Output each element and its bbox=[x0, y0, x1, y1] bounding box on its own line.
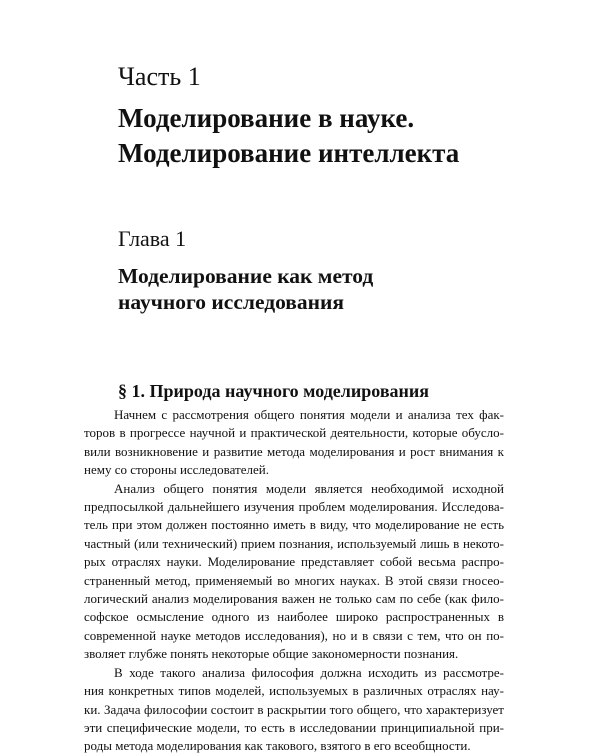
part-title-line: Моделирование в науке. bbox=[118, 103, 415, 133]
text-line: В ходе такого анализа философия должна исходить из рассмотре- bbox=[114, 664, 504, 680]
text-line: логический анализ моделирования важен не только сам по себе (как фило- bbox=[84, 591, 504, 607]
text-line: торов в прогрессе научной и практической деятельности, которые обусло- bbox=[84, 425, 504, 441]
chapter-title-line: научного исследования bbox=[118, 290, 345, 314]
paragraph bbox=[84, 406, 504, 480]
chapter-title bbox=[118, 263, 373, 315]
text-line: Начнем с рассмотрения общего понятия модели и анализа тех фак- bbox=[114, 407, 504, 422]
text-line: вили возникновение и развитие метода моделирования и рост внимания к bbox=[84, 443, 504, 459]
body-text bbox=[84, 406, 504, 756]
text-line: тель при этом должен постоянно иметь в виду, что моделирование не есть bbox=[84, 517, 504, 533]
text-line: страненный метод, применяемый во многих науках. В этой связи гносео- bbox=[84, 572, 504, 588]
text-line: софское осмысление одного из наиболее широко распространенных в bbox=[84, 609, 504, 625]
text-line: роды метода моделирования как такового, взятого в его всеобщности. bbox=[84, 738, 471, 754]
text-line: нему со стороны исследователей. bbox=[84, 462, 269, 478]
text-line: эти специфические модели, то есть в исследовании принципиальной при- bbox=[84, 719, 504, 735]
section-title: § 1. Природа научного моделирования bbox=[118, 381, 430, 401]
text-line: ки. Задача философии состоит в раскрытии того общего, что характеризует bbox=[84, 701, 504, 717]
text-line: рых отраслях науки. Моделирование представляет собой весьма распро- bbox=[84, 554, 504, 570]
text-line: Анализ общего понятия модели является необходимой исходной bbox=[114, 480, 504, 496]
text-line: современной науке методов исследования), но и в связи с тем, что он по- bbox=[84, 627, 504, 643]
text-line: ния конкретных типов моделей, используемых в различных отраслях нау- bbox=[84, 683, 504, 699]
chapter-label: Глава 1 bbox=[118, 226, 187, 251]
part-label: Часть 1 bbox=[118, 62, 201, 91]
text-line: предпосылкой дальнейшего изучения проблем моделирования. Исследова- bbox=[84, 499, 504, 515]
part-title bbox=[118, 101, 459, 171]
text-line: частный (или технический) прием познания, используемый лишь в некото- bbox=[84, 535, 504, 551]
paragraph bbox=[84, 480, 504, 664]
paragraph bbox=[84, 664, 504, 756]
chapter-title-line: Моделирование как метод bbox=[118, 264, 374, 288]
part-title-line: Моделирование интеллекта bbox=[118, 138, 460, 168]
text-line: зволяет глубже понять некоторые общие закономерности познания. bbox=[84, 646, 459, 662]
